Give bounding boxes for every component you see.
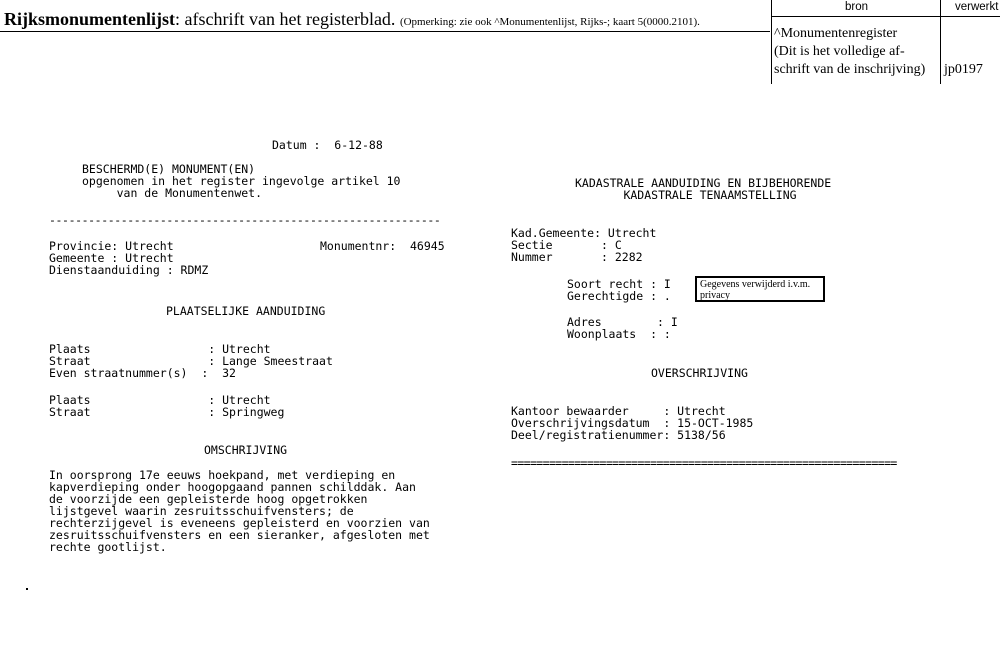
address-block-2: Plaats : Utrecht Straat : Springweg: [49, 393, 285, 419]
bron-cell: ^Monumentenregister (Dit is het volledige af- schrift van de inschrijving): [774, 26, 926, 77]
rechten-block: Soort recht : I Gerechtigde : .: [567, 277, 671, 303]
kadastrale-heading: KADASTRALE AANDUIDING EN BIJBEHORENDE KADASTRALE TENAAMSTELLING: [575, 176, 832, 202]
header-rule: [0, 31, 770, 32]
col-verwerkt-header: verwerkt: [955, 1, 999, 13]
page-title: [4, 9, 700, 30]
overschrijving-heading: OVERSCHRIJVING: [651, 366, 748, 380]
table-mid-border: [940, 0, 941, 84]
privacy-redaction-box: [695, 276, 825, 302]
col-bron-header: bron: [845, 1, 869, 13]
overschrijving-block: Kantoor bewaarder : Utrecht Overschrijvingsdatum : 15-OCT-1985 Deel/registratienummer: 5138/56: [511, 404, 754, 442]
verwerkt-cell: jp0197: [944, 62, 983, 77]
title-bold: Rijksmonumentenlijst: [4, 9, 176, 29]
table-header-rule: [771, 16, 1000, 17]
plaatselijke-heading: PLAATSELIJKE AANDUIDING: [166, 304, 326, 318]
adres-block: Adres : I Woonplaats : :: [567, 315, 678, 341]
title-rest: : afschrift van het registerblad.: [175, 9, 396, 29]
monumentnr: Monumentnr: 46945: [320, 239, 445, 253]
table-left-border: [771, 0, 772, 84]
redaction-text: Gegevens verwijderd i.v.m. privacy: [700, 279, 811, 301]
datum: Datum : 6-12-88: [272, 138, 383, 152]
omschrijving-text: In oorsprong 17e eeuws hoekpand, met verdieping en kapverdieping onder hoogopgaand pannen schilddak. Aan de voorzijde een gepleisterde hoog opgetrokken lijstgevel waarin zesruitsschuifvensters; de rechterzijgevel is eveneens gepleisterd en voorzien van zesruitsschuifvensters en een sieranker, afgesloten met rechte gootlijst.: [49, 468, 430, 554]
address-block-1: Plaats : Utrecht Straat : Lange Smeestraat Even straatnummer(s) : 32: [49, 342, 333, 380]
omschrijving-heading: OMSCHRIJVING: [204, 443, 288, 457]
title-note: (Opmerking: zie ook ^Monumentenlijst, Rijks-; kaart 5(0000.2101).: [399, 16, 700, 28]
equals-separator: =============================================================: [511, 456, 897, 470]
dashed-separator: ------------------------------------------------------------: [49, 213, 441, 227]
scan-speck: [26, 588, 28, 590]
monument-heading: BESCHERMD(E) MONUMENT(EN) opgenomen in het register ingevolge artikel 10 van de Monumentenwet.: [82, 162, 401, 200]
provincie-block: Provincie: Utrecht Gemeente : Utrecht Dienstaanduiding : RDMZ: [49, 239, 209, 277]
kadaster-block: Kad.Gemeente: Utrecht Sectie : C Nummer : 2282: [511, 226, 657, 264]
